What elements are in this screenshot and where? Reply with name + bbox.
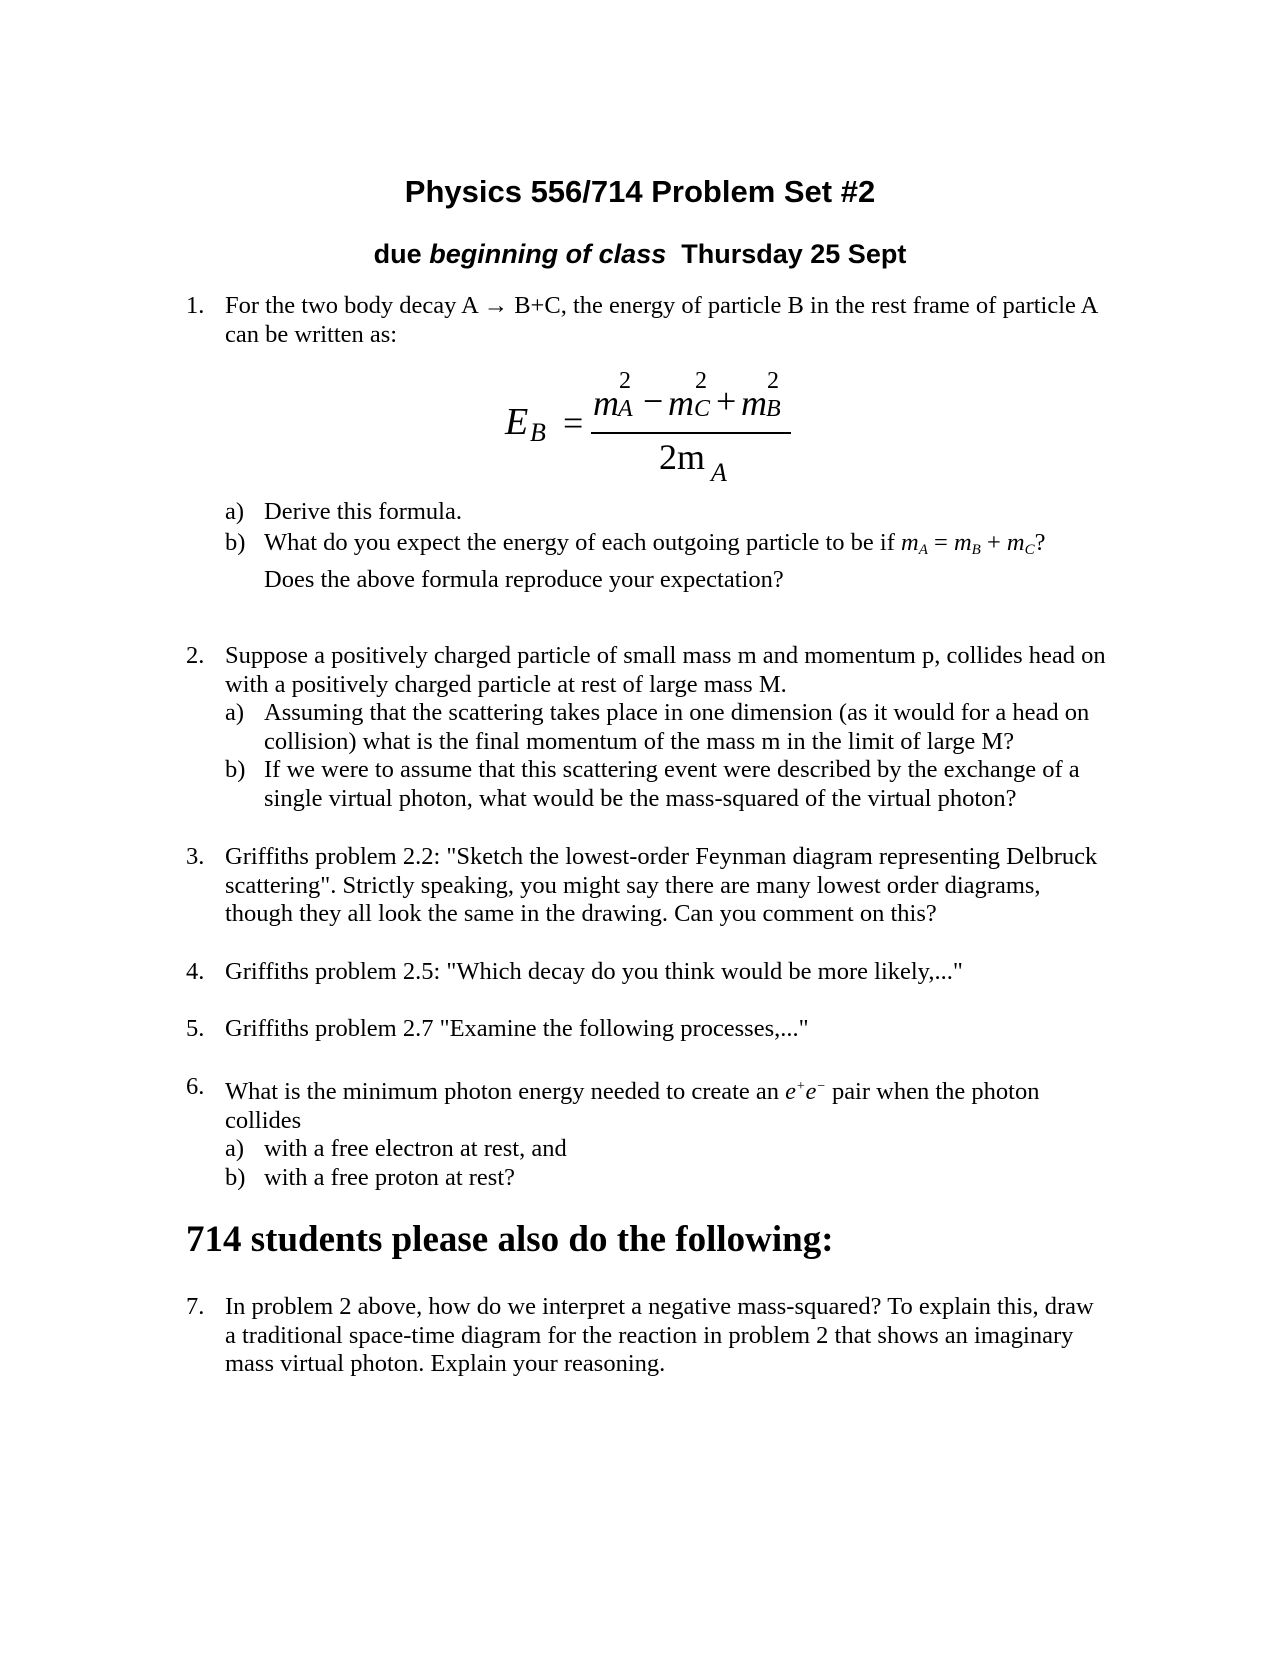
part-text: If we were to assume that this scattering event were described by the exchange of a single virtual photon, what would be the mass-squared of the virtual photon?: [264, 756, 1080, 812]
cond-m: m: [901, 528, 919, 556]
problem-text-after: pair when the photon collides: [225, 1078, 1040, 1134]
section-heading: 714 students please also do the following:: [186, 1219, 834, 1260]
problem-number: 1.: [186, 292, 205, 319]
numerator-sub-a: A: [618, 396, 633, 422]
denominator-subscript: A: [711, 458, 727, 487]
cond-equals: =: [934, 528, 948, 556]
problem-text: Griffiths problem 2.5: "Which decay do you think would be more likely,...": [225, 958, 963, 985]
mass-condition: [901, 529, 1046, 556]
numerator-m-b: m: [741, 383, 767, 423]
formula-lhs-subscript: B: [530, 418, 546, 447]
cond-sub: C: [1024, 541, 1035, 558]
problem-number: 3.: [186, 843, 205, 870]
part-label: a): [225, 498, 245, 525]
part-text-continued: Does the above formula reproduce your expectation?: [264, 566, 784, 594]
numerator-sub-c: C: [694, 396, 711, 422]
problem-text: Suppose a positively charged particle of small mass m and momentum p, collides head on with a positively charged particle at rest of large mass M.: [225, 642, 1106, 698]
problem-text: In problem 2 above, how do we interpret a negative mass-squared? To explain this, draw a traditional space-time diagram for the reaction in problem 2 that shows an imaginary mass virtual photon. Explain your reasoning.: [225, 1293, 1094, 1378]
formula-equals: =: [563, 403, 584, 443]
problem-text: , the energy of particle B in the rest frame of particle A can be written as:: [225, 292, 1098, 348]
numerator-m-a: m: [593, 383, 619, 423]
problem-text: [225, 1073, 1106, 1135]
page-title: Physics 556/714 Problem Set #2: [404, 174, 876, 209]
numerator-m-c: m: [668, 383, 694, 423]
problem-7: [186, 1293, 1106, 1379]
problem-part: [225, 756, 1106, 813]
problem-number: 7.: [186, 1293, 205, 1320]
due-emphasis: beginning of class: [429, 239, 667, 269]
problem-part: [225, 498, 1106, 527]
part-label: b): [225, 756, 246, 784]
problem-3: [186, 843, 1106, 929]
part-text: What do you expect the energy of each outgoing particle to be if: [264, 528, 895, 556]
numerator-exp-b: 2: [767, 368, 779, 394]
problem-text: Griffiths problem 2.7 "Examine the following processes,...": [225, 1015, 809, 1042]
problem-text: Griffiths problem 2.2: "Sketch the lowest-order Feynman diagram representing Delbruck scattering". Strictly speaking, you might say there are many lowest order diagrams, though they all look the same in the drawing. Can you comment on this?: [225, 843, 1098, 928]
cond-m: m: [953, 528, 972, 556]
part-label: b): [225, 1163, 246, 1191]
fraction-bar: [591, 432, 791, 434]
problem-number: 5.: [186, 1015, 205, 1042]
due-line: [0, 236, 1280, 272]
decay-reaction: A → B+C: [461, 292, 561, 319]
cond-m: m: [1006, 528, 1025, 556]
part-label: a): [225, 699, 245, 727]
problem-text-before: What is the minimum photon energy needed to create an: [225, 1078, 780, 1105]
formula-lhs: E: [505, 401, 529, 443]
numerator-exp-a: 2: [619, 368, 631, 394]
problem-number: 2.: [186, 642, 205, 669]
problem-6: [186, 1073, 1106, 1192]
problem-part: [225, 529, 1106, 595]
part-text: with a free proton at rest?: [264, 1163, 516, 1191]
due-prefix: due: [373, 239, 422, 269]
problem-1-parts: [186, 498, 1106, 595]
numerator-exp-c: 2: [695, 368, 707, 394]
electron-positron-pair: [785, 1078, 826, 1105]
part-text: Derive this formula.: [264, 498, 462, 525]
problem-number: 4.: [186, 958, 205, 985]
cond-plus: +: [986, 528, 1001, 556]
problem-part: [225, 1135, 1106, 1164]
pair-e: e: [785, 1078, 797, 1105]
problem-2: [186, 642, 1106, 814]
numerator-minus: −: [643, 381, 664, 421]
cond-question: ?: [1034, 528, 1046, 556]
problem-text: For the two body decay: [225, 292, 457, 319]
problem-4: [186, 958, 1106, 987]
numerator-sub-b: B: [766, 396, 781, 422]
cond-sub: B: [971, 541, 981, 558]
cond-sub: A: [918, 541, 928, 558]
part-label: a): [225, 1135, 245, 1163]
problem-part: [225, 699, 1106, 756]
numerator-plus: +: [716, 381, 737, 421]
part-label: b): [225, 528, 246, 556]
problem-part: [225, 1164, 1106, 1193]
denominator: [659, 436, 705, 478]
part-text: Assuming that the scattering takes place in one dimension (as it would for a head on collision) what is the final momentum of the mass m in the limit of large M?: [264, 699, 1090, 755]
part-text: with a free electron at rest, and: [264, 1135, 567, 1163]
pair-sup-plus: +: [796, 1079, 806, 1094]
pair-e: e: [805, 1078, 817, 1105]
problem-5: [186, 1015, 1106, 1044]
problem-1: [186, 292, 1106, 349]
pair-sup-minus: −: [816, 1079, 826, 1094]
denominator-text: 2m: [659, 437, 706, 477]
energy-formula: [505, 368, 825, 500]
problem-number: 6.: [186, 1073, 205, 1100]
due-date: Thursday 25 Sept: [681, 239, 907, 269]
